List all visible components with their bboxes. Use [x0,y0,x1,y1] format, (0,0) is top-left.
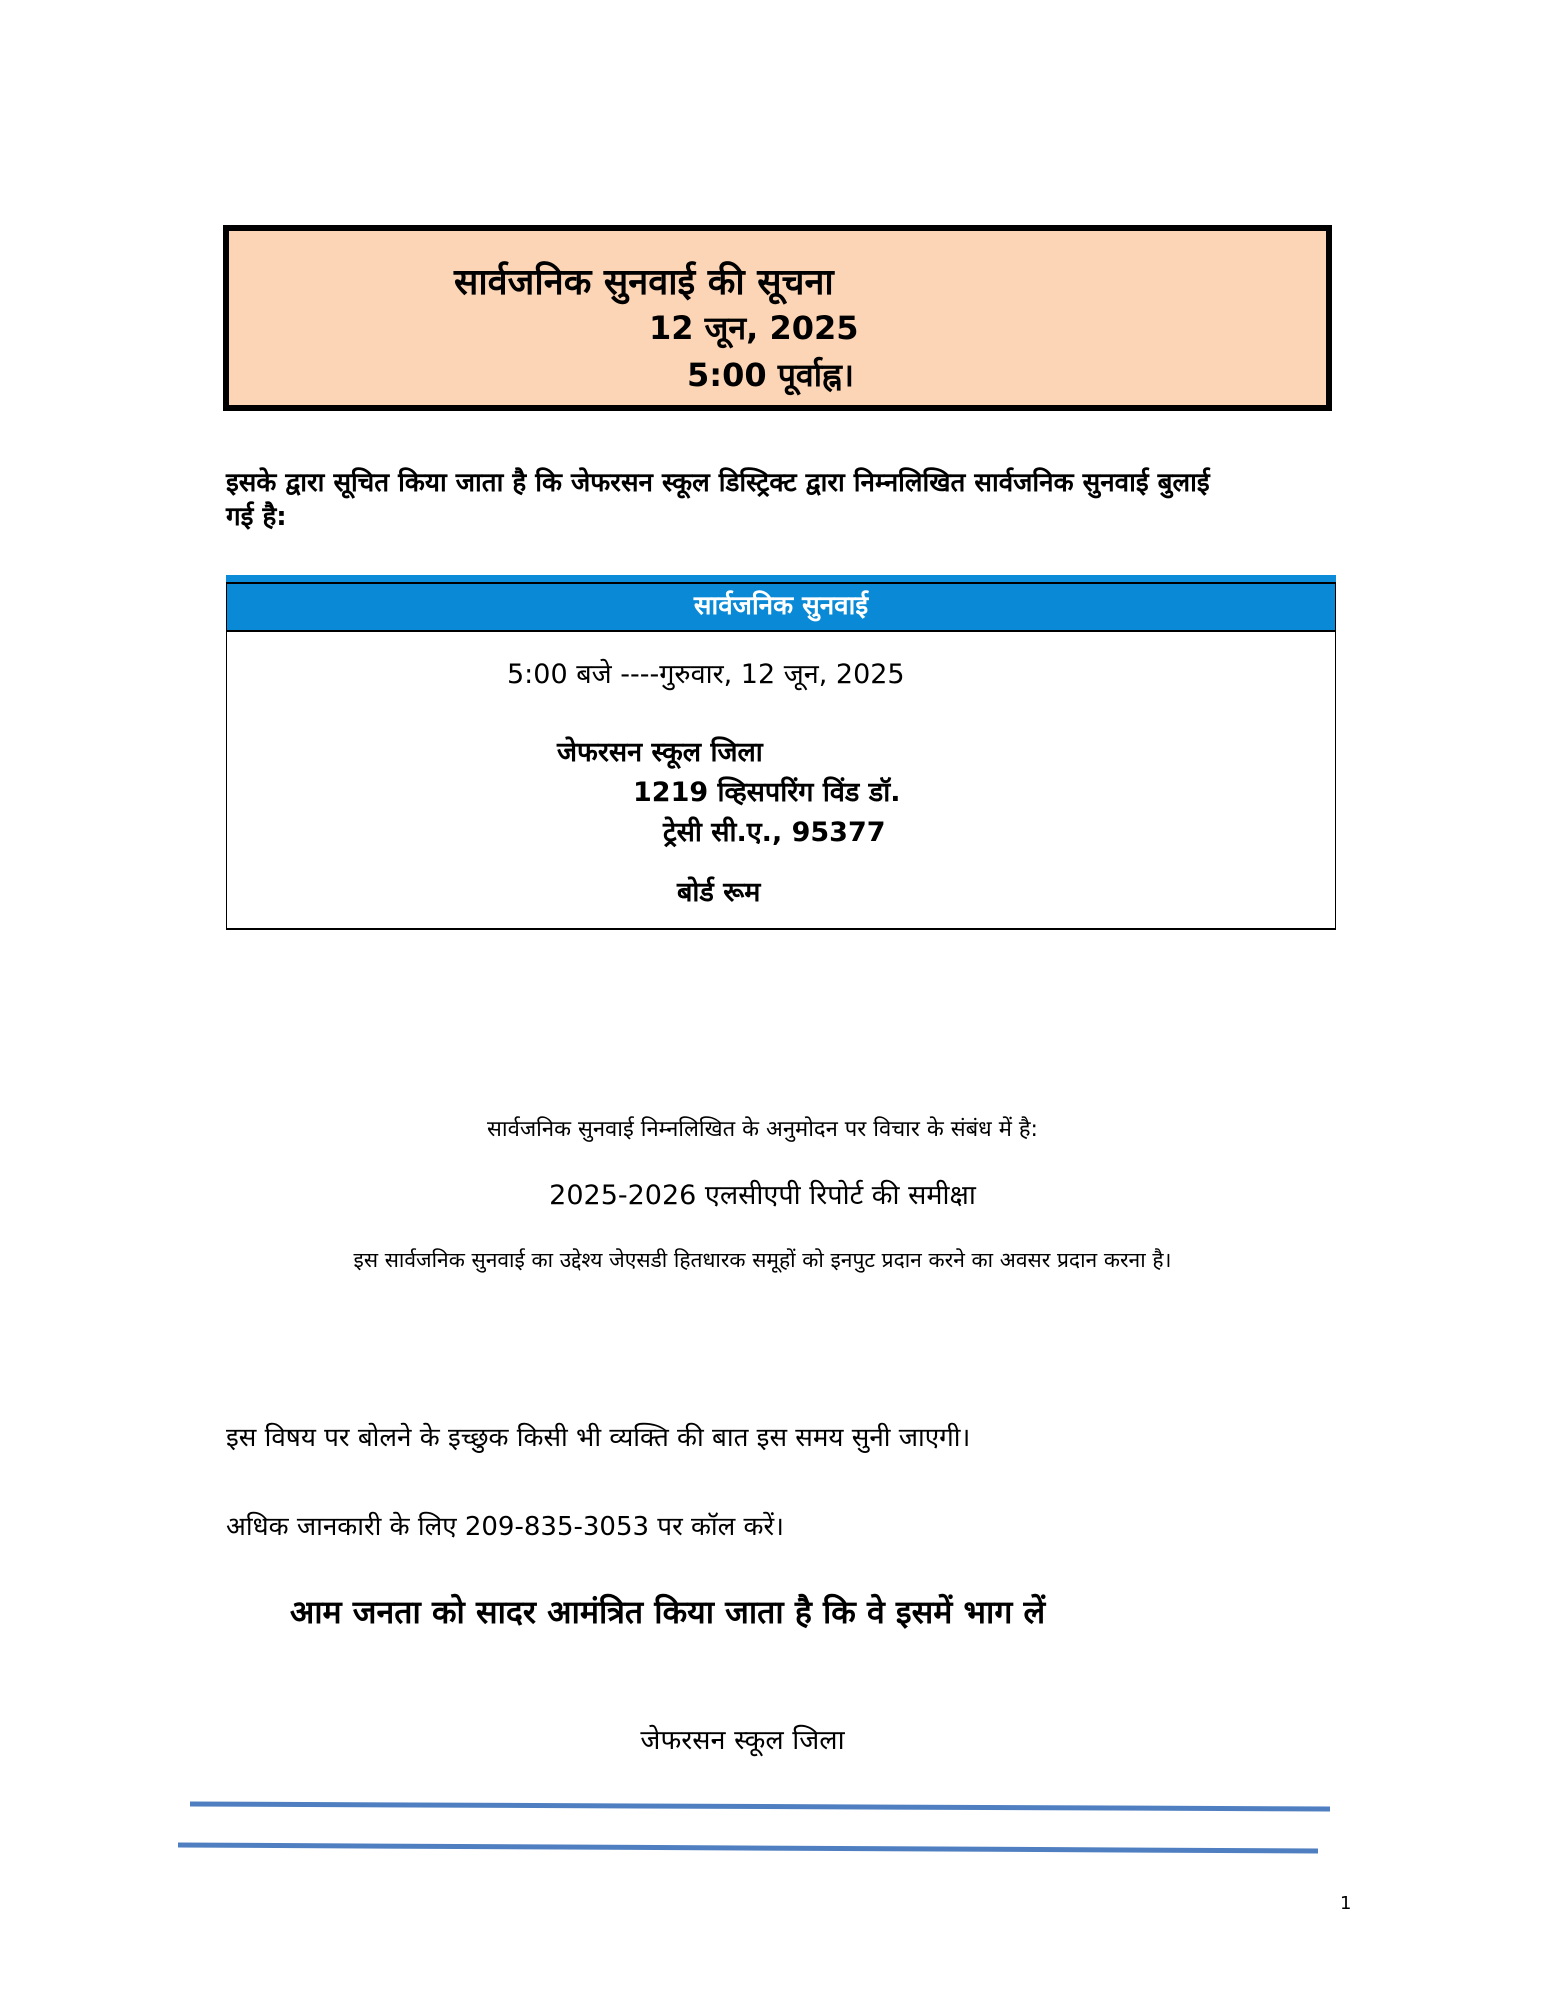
speakers-note: इस विषय पर बोलने के इच्छुक किसी भी व्यक्ति की बात इस समय सुनी जाएगी। [226,1423,971,1453]
notice-date: 12 जून, 2025 [649,309,859,347]
decorative-rule-lower [178,1845,1318,1851]
hearing-city: ट्रेसी सी.ए., 95377 [663,817,886,848]
hearing-street-address: 1219 व्हिसपरिंग विंड डॉ. [633,777,901,808]
intro-paragraph: इसके द्वारा सूचित किया जाता है कि जेफरसन स्कूल डिस्ट्रिक्ट द्वारा निम्नलिखित सार्वजनिक सुनवाई बुलाई गई है: [226,468,1210,532]
review-item: 2025-2026 एलसीएपी रिपोर्ट की समीक्षा [549,1180,976,1211]
contact-info: अधिक जानकारी के लिए 209-835-3053 पर कॉल करें। [226,1512,785,1542]
purpose-description: इस सार्वजनिक सुनवाई का उद्देश्य जेएसडी हितधारक समूहों को इनपुट प्रदान करने का अवसर प्रदान करना है। [353,1248,1172,1272]
hearing-datetime: 5:00 बजे ----गुरुवार, 12 जून, 2025 [507,659,905,690]
purpose-intro: सार्वजनिक सुनवाई निम्नलिखित के अनुमोदन पर विचार के संबंध में है: [487,1117,1038,1142]
hearing-table-header: सार्वजनिक सुनवाई [226,582,1336,632]
hearing-organization: जेफरसन स्कूल जिला [557,737,763,768]
signature-organization: जेफरसन स्कूल जिला [640,1725,845,1756]
public-invitation: आम जनता को सादर आमंत्रित किया जाता है कि वे इसमें भाग लें [289,1593,1046,1631]
decorative-rule-upper [190,1804,1330,1809]
page-number: 1 [1340,1893,1352,1914]
hearing-room: बोर्ड रूम [677,877,761,908]
notice-title: सार्वजनिक सुनवाई की सूचना [454,262,834,303]
notice-time: 5:00 पूर्वाह्न। [687,356,855,394]
